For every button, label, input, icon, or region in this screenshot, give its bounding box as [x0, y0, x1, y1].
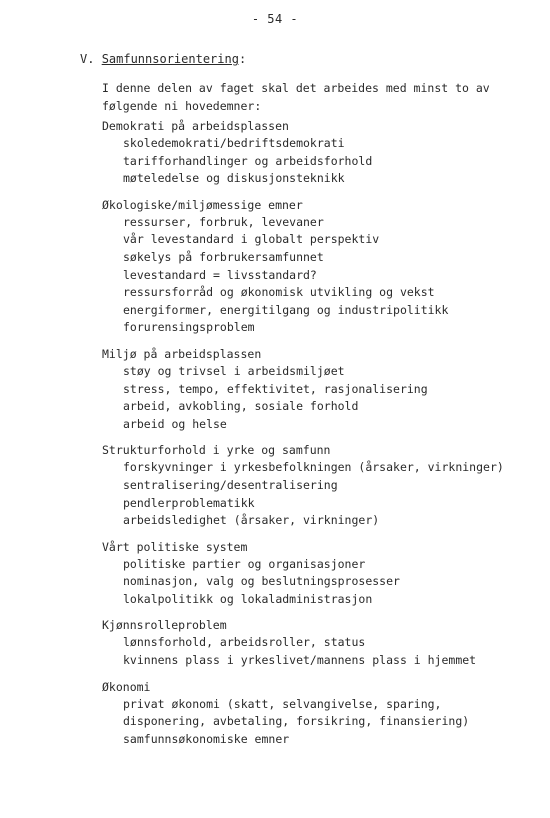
topic-list: [102, 117, 542, 756]
topic-heading: Kjønnsrolleproblem: [102, 618, 227, 633]
chapter-heading: [80, 52, 246, 66]
topic-heading: Vårt politiske system: [102, 539, 248, 554]
topic-item: møteledelse og diskusjonsteknikk: [123, 171, 345, 186]
topic-item: tarifforhandlinger og arbeidsforhold: [123, 153, 373, 168]
topic-item: lokalpolitikk og lokaladministrasjon: [123, 591, 373, 606]
topic-section: [102, 345, 542, 433]
topic-heading: Miljø på arbeidsplassen: [102, 346, 262, 361]
topic-item: samfunnsøkonomiske emner: [123, 731, 290, 746]
intro-line: følgende ni hovedemner:: [102, 99, 262, 113]
topic-item: sentralisering/desentralisering: [123, 477, 338, 492]
topic-item: arbeid og helse: [123, 416, 227, 431]
topic-item: lønnsforhold, arbeidsroller, status: [123, 635, 366, 650]
topic-section: [102, 678, 542, 749]
topic-heading: Strukturforhold i yrke og samfunn: [102, 443, 331, 458]
topic-item: stress, tempo, effektivitet, rasjonalisering: [123, 381, 428, 396]
topic-item: vår levestandard i globalt perspektiv: [123, 232, 380, 247]
topic-item: politiske partier og organisasjoner: [123, 556, 366, 571]
chapter-colon: :: [238, 52, 247, 66]
topic-item: arbeid, avkobling, sosiale forhold: [123, 399, 359, 414]
chapter-title: Samfunnsorientering: [101, 52, 239, 66]
intro-line: I denne delen av faget skal det arbeides med minst to av: [102, 81, 490, 95]
topic-section: [102, 538, 542, 609]
topic-section: [102, 441, 542, 529]
topic-item: ressurser, forbruk, levevaner: [123, 214, 324, 229]
topic-item: ressursforråd og økonomisk utvikling og vekst: [123, 285, 435, 300]
topic-item: disponering, avbetaling, forsikring, finansiering): [123, 714, 470, 729]
intro-paragraph: [102, 79, 522, 115]
topic-section: [102, 117, 542, 188]
topic-item: forskyvninger i yrkesbefolkningen (årsaker, virkninger): [123, 460, 504, 475]
topic-item: energiformer, energitilgang og industripolitikk: [123, 302, 449, 317]
chapter-numeral: V.: [80, 52, 95, 66]
topic-item: skoledemokrati/bedriftsdemokrati: [123, 136, 345, 150]
topic-item: kvinnens plass i yrkeslivet/mannens plass i hjemmet: [123, 653, 477, 668]
topic-heading: Demokrati på arbeidsplassen: [102, 119, 289, 133]
topic-heading: Økologiske/miljømessige emner: [102, 197, 303, 212]
topic-section: [102, 616, 542, 669]
topic-item: levestandard = livsstandard?: [123, 267, 317, 282]
topic-item: søkelys på forbrukersamfunnet: [123, 249, 324, 264]
topic-item: forurensingsproblem: [123, 320, 255, 335]
topic-section: [102, 196, 542, 337]
page-number: - 54 -: [251, 12, 299, 26]
topic-heading: Økonomi: [102, 679, 151, 694]
topic-item: støy og trivsel i arbeidsmiljøet: [123, 363, 345, 378]
topic-item: privat økonomi (skatt, selvangivelse, sparing,: [123, 696, 442, 711]
topic-item: arbeidsledighet (årsaker, virkninger): [123, 513, 380, 528]
topic-item: nominasjon, valg og beslutningsprosesser: [123, 574, 400, 589]
topic-item: pendlerproblematikk: [123, 495, 255, 510]
